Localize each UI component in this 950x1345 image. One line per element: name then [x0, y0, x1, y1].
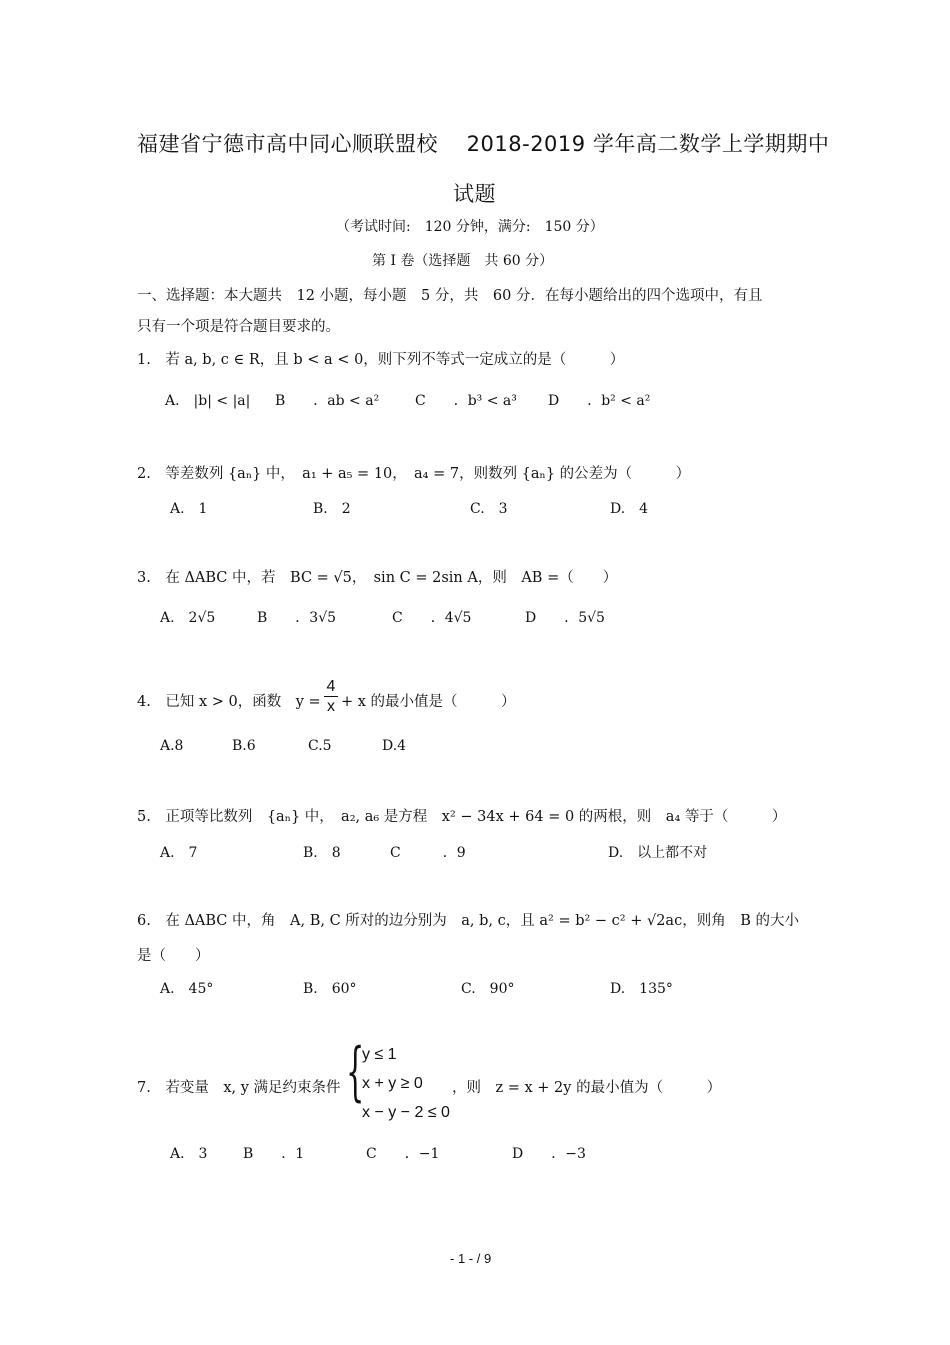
question-1-option-b: B ．ab < a²	[275, 393, 380, 409]
question-6-option-a: A. 45°	[160, 981, 214, 997]
exam-info: （考试时间: 120 分钟，满分: 150 分）	[336, 219, 604, 235]
question-5-option-a: A. 7	[160, 845, 198, 861]
question-2-option-a: A. 1	[170, 501, 208, 517]
question-2-option-b: B. 2	[313, 501, 351, 517]
question-7-option-d: D ．−3	[512, 1146, 586, 1162]
question-4-option-b: B.6	[232, 738, 256, 754]
question-7-stem: 7. 若变量 x, y 满足约束条件	[137, 1080, 341, 1096]
system-brace: {	[346, 1035, 365, 1109]
question-6-stem: 6. 在 ΔABC 中，角 A, B, C 所对的边分别为 a, b, c，且 a² = b² − c² + √2ac，则角 B 的大小	[137, 913, 799, 929]
question-1-option-a: A. |b| < |a|	[165, 393, 251, 409]
question-5-option-b: B. 8	[303, 845, 341, 861]
question-1-stem: 1. 若 a, b, c ∈ R，且 b < a < 0，则下列不等式一定成立的是（ ）	[137, 352, 625, 368]
question-7-option-c: C ．−1	[366, 1146, 440, 1162]
question-4-stem-post: + x 的最小值是（ ）	[341, 694, 516, 710]
fraction-numerator: 4	[326, 678, 336, 695]
question-6-option-b: B. 60°	[303, 981, 357, 997]
section-intro: 一、选择题：本大题共 12 小题，每小题 5 分，共 60 分．在每小题给出的四个选项中，有且	[137, 288, 763, 304]
question-2-option-c: C. 3	[470, 501, 508, 517]
question-4-stem: 4. 已知 x > 0，函数 y =	[137, 694, 321, 710]
constraint-2: x + y ≥ 0	[362, 1075, 423, 1092]
section-intro-cont: 只有一个项是符合题目要求的。	[137, 319, 340, 335]
page-title: 福建省宁德市高中同心顺联盟校 2018-2019 学年高二数学上学期期中	[137, 132, 830, 156]
question-3-option-b: B ．3√5	[257, 610, 337, 626]
page-title-line2: 试题	[453, 182, 496, 206]
question-1-option-c: C ．b³ < a³	[415, 393, 517, 409]
question-2-stem: 2. 等差数列 {aₙ} 中， a₁ + a₅ = 10， a₄ = 7，则数列 {aₙ} 的公差为（ ）	[137, 466, 691, 482]
question-5-option-c: C ．9	[390, 845, 466, 861]
question-3-option-a: A. 2√5	[160, 610, 216, 626]
question-4-option-a: A.8	[160, 738, 184, 754]
constraint-3: x − y − 2 ≤ 0	[362, 1104, 450, 1121]
question-4-fraction	[324, 678, 338, 717]
question-7-stem-post: ，则 z = x + 2y 的最小值为（ ）	[452, 1080, 722, 1096]
question-3-stem: 3. 在 ΔABC 中，若 BC = √5， sin C = 2sin A，则 AB =（ ）	[137, 570, 618, 586]
question-4-option-c: C.5	[308, 738, 332, 754]
question-6-option-c: C. 90°	[461, 981, 515, 997]
fraction-denominator: x	[327, 698, 335, 715]
question-6-option-d: D. 135°	[610, 981, 673, 997]
question-5-stem: 5. 正项等比数列 {aₙ} 中， a₂, a₆ 是方程 x² − 34x + 64 = 0 的两根，则 a₄ 等于（ ）	[137, 809, 787, 825]
question-7-option-a: A. 3	[170, 1146, 208, 1162]
question-2-option-d: D. 4	[610, 501, 649, 517]
page-number: - 1 - / 9	[450, 1251, 492, 1266]
question-6-stem-cont: 是（ ）	[137, 948, 210, 964]
volume-heading: 第 Ⅰ 卷（选择题 共 60 分）	[372, 253, 554, 269]
question-3-option-d: D ．5√5	[525, 610, 605, 626]
question-7-option-b: B ．1	[243, 1146, 305, 1162]
constraint-1: y ≤ 1	[362, 1046, 397, 1063]
question-3-option-c: C ．4√5	[392, 610, 472, 626]
question-4-option-d: D.4	[382, 738, 407, 754]
question-5-option-d: D. 以上都不对	[608, 845, 708, 861]
question-1-option-d: D ．b² < a²	[548, 393, 651, 409]
